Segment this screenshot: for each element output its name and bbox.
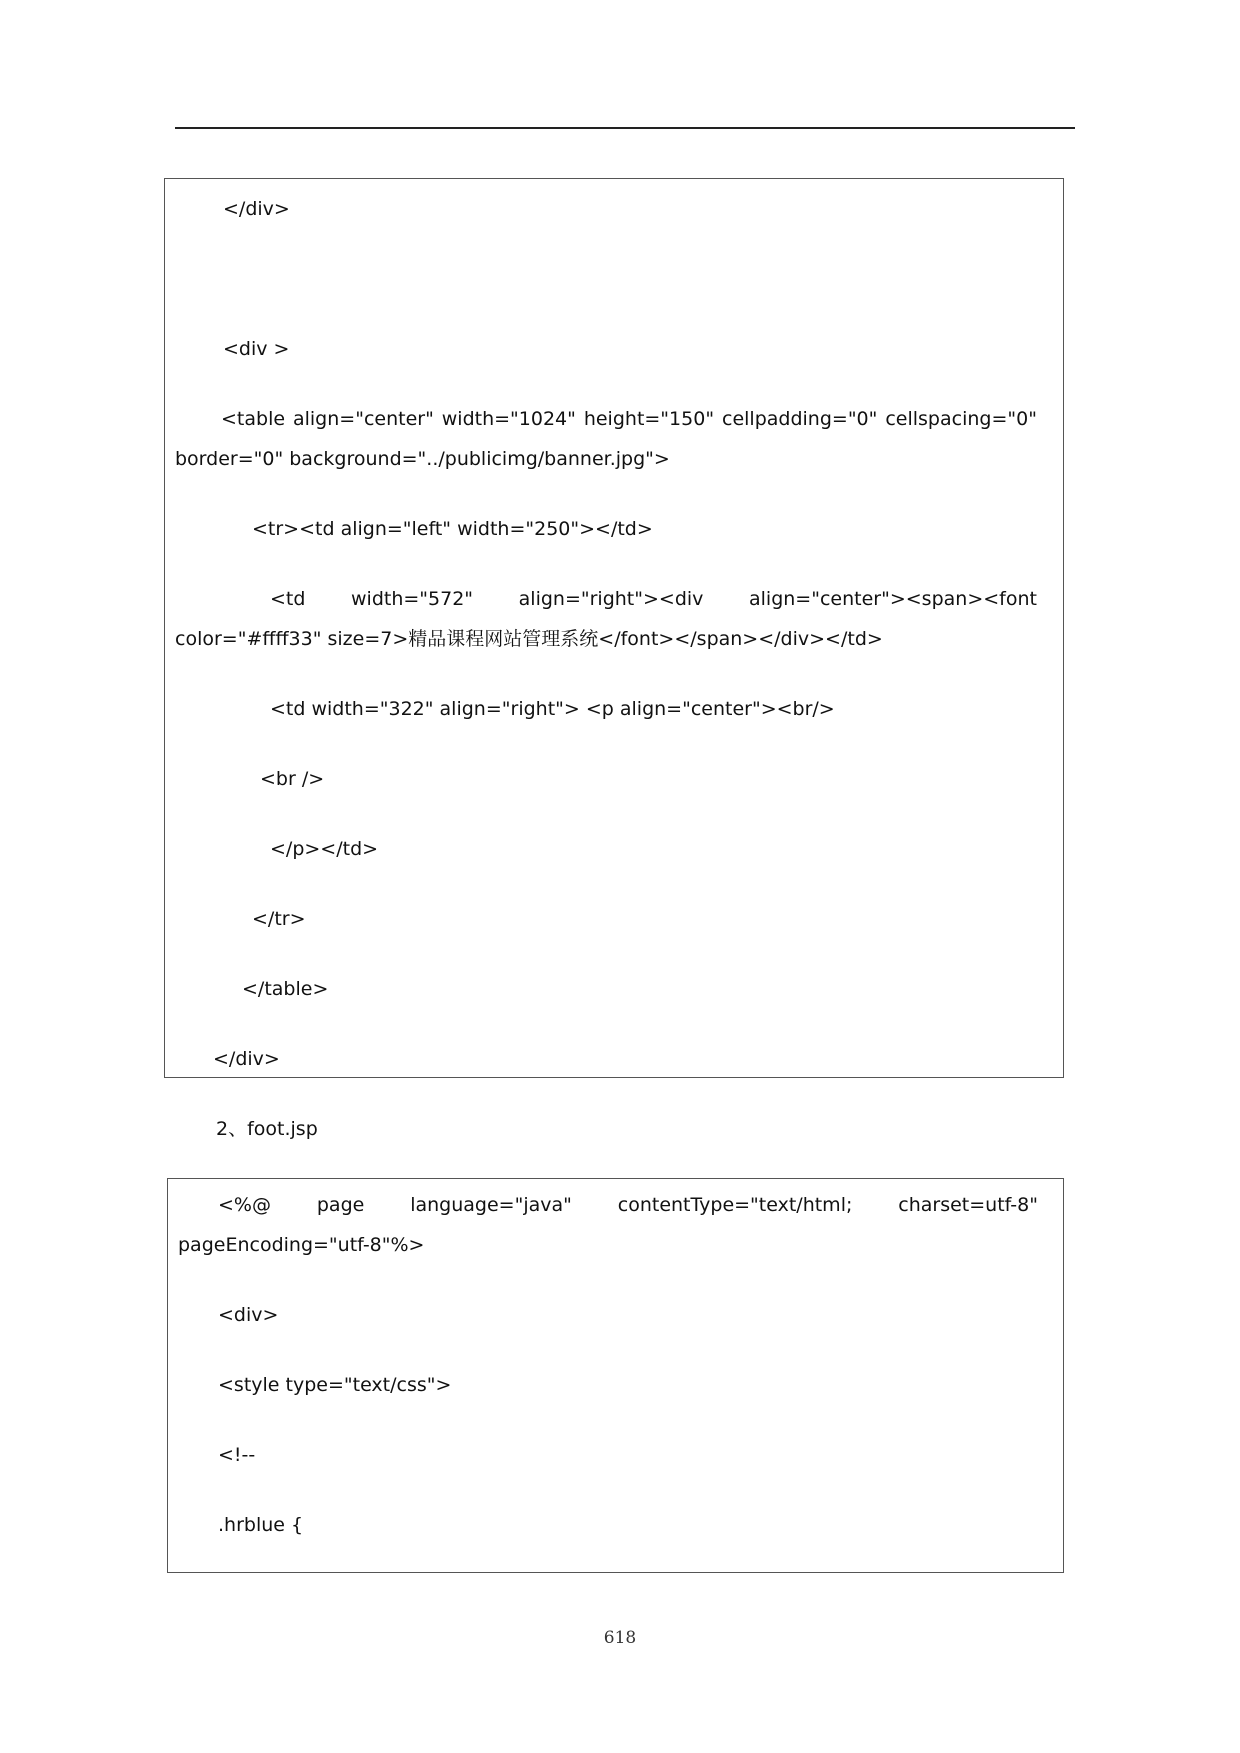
code-token: language="java" xyxy=(410,1194,572,1216)
code-line-justified xyxy=(218,1193,1038,1217)
code-token: align="center" xyxy=(292,408,434,430)
code-token: cellspacing="0" xyxy=(885,408,1037,430)
code-line: <tr><td align="left" width="250"></td> xyxy=(252,518,653,540)
header-rule xyxy=(175,127,1075,129)
code-line: <br /> xyxy=(260,768,325,790)
code-line-justified xyxy=(221,407,1037,431)
code-line: </table> xyxy=(242,978,329,1000)
code-token: width="1024" xyxy=(441,408,576,430)
code-line: <td width="322" align="right"> <p align="center"><br/> xyxy=(270,698,835,720)
code-line: </div> xyxy=(213,1048,280,1070)
code-line-justified xyxy=(270,587,1037,611)
code-token: width="572" xyxy=(351,588,474,610)
code-token-cjk: 精品课程网站管理系统 xyxy=(408,628,599,650)
code-token: page xyxy=(316,1194,365,1216)
section-title: 2、foot.jsp xyxy=(216,1118,318,1140)
code-token: <td xyxy=(270,588,306,610)
code-line: <style type="text/css"> xyxy=(218,1374,452,1396)
code-token: <table xyxy=(221,408,286,430)
code-token: height="150" xyxy=(583,408,715,430)
code-token: cellpadding="0" xyxy=(722,408,878,430)
code-token: align="right"><div xyxy=(518,588,704,610)
code-token: <%@ xyxy=(218,1194,271,1216)
code-token: charset=utf-8" xyxy=(898,1194,1038,1216)
code-line: </p></td> xyxy=(270,838,379,860)
code-line: <div> xyxy=(218,1304,279,1326)
code-line: </tr> xyxy=(252,908,306,930)
page-number: 618 xyxy=(603,1628,637,1648)
code-token: color="#ffff33" size=7> xyxy=(175,628,409,650)
code-line: <!-- xyxy=(218,1444,256,1466)
code-line-mixed xyxy=(175,627,883,651)
code-line: border="0" background="../publicimg/banner.jpg"> xyxy=(175,448,670,470)
code-line: <div > xyxy=(223,338,290,360)
code-token: </font></span></div></td> xyxy=(598,628,883,650)
code-token: align="center"><span><font xyxy=(749,588,1037,610)
code-line: .hrblue { xyxy=(218,1514,304,1536)
code-line: </div> xyxy=(223,198,290,220)
code-token: contentType="text/html; xyxy=(617,1194,853,1216)
code-line: pageEncoding="utf-8"%> xyxy=(178,1234,425,1256)
